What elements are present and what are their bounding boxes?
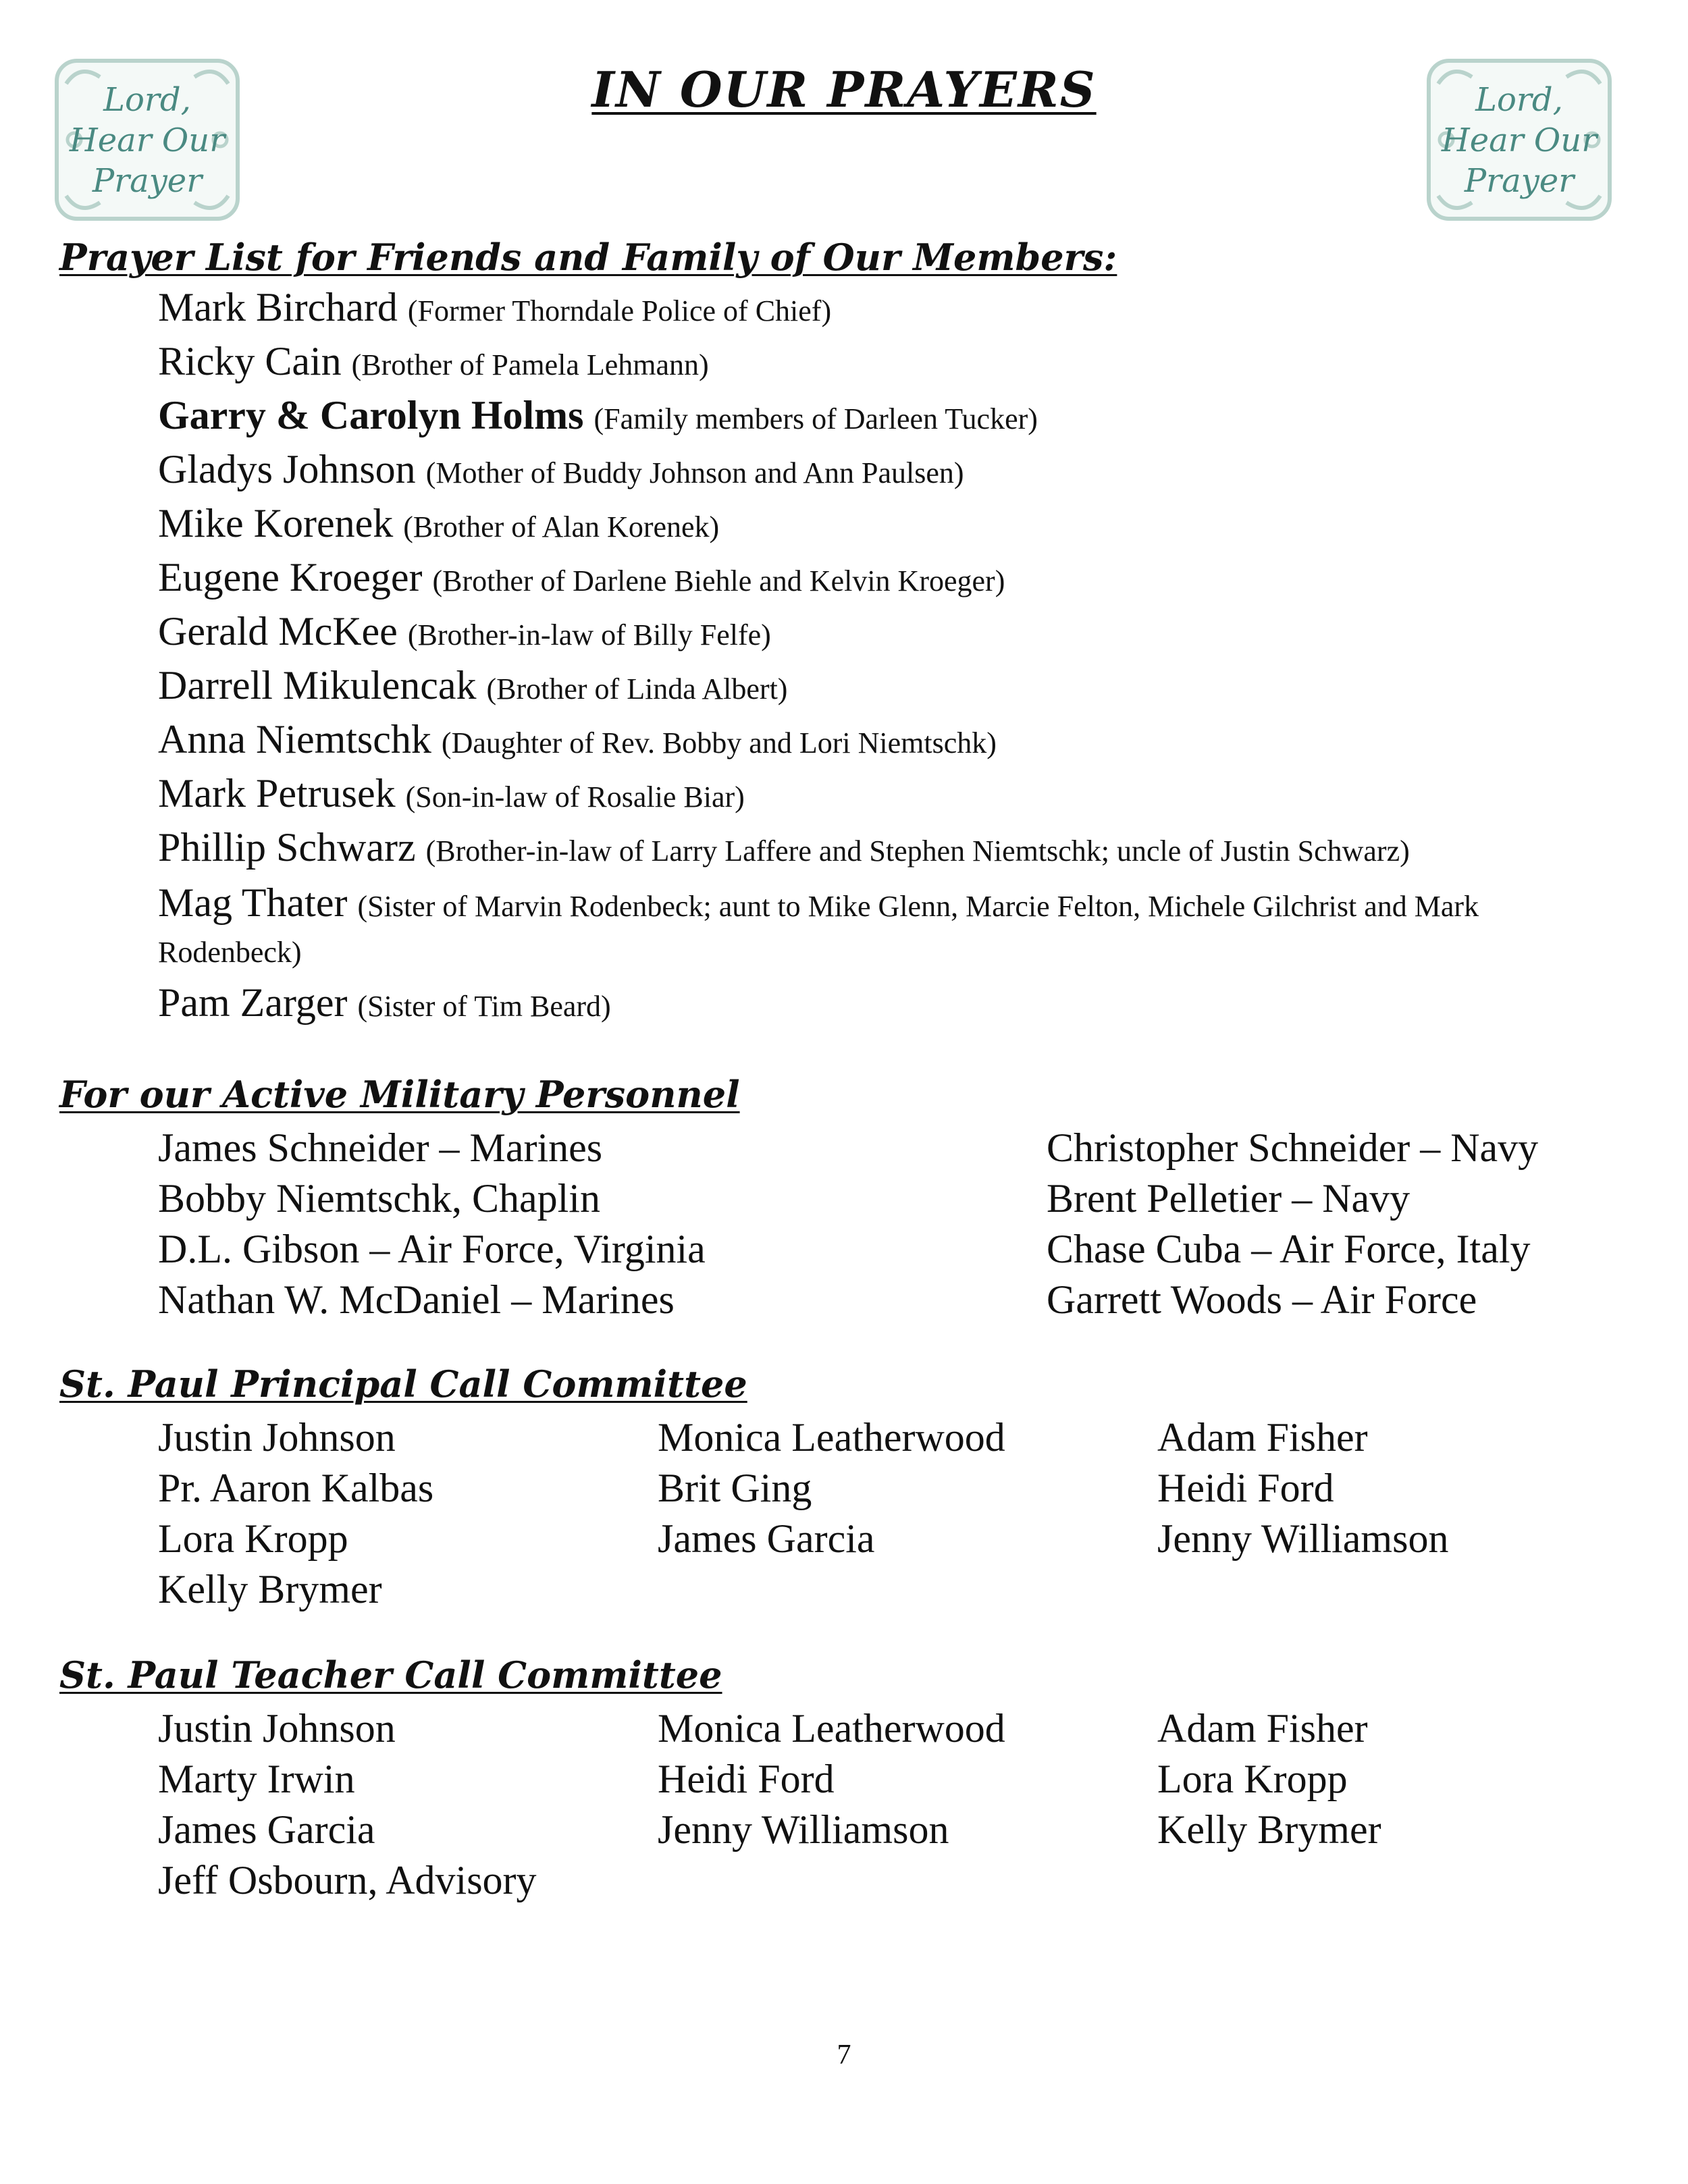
relation-note: (Mother of Buddy Johnson and Ann Paulsen) (425, 456, 964, 489)
list-item: James Garcia (658, 1516, 875, 1561)
relation-note: (Sister of Marvin Rodenbeck; aunt to Mike Glenn, Marcie Felton, Michele Gilchrist and Mark Rodenbeck) (158, 890, 1479, 969)
list-item: Justin Johnson (158, 1706, 396, 1751)
person-name: Mag Thater (158, 880, 348, 925)
relation-note: (Brother of Alan Korenek) (403, 510, 720, 543)
relation-note: (Brother of Darlene Biehle and Kelvin Kroeger) (432, 564, 1005, 597)
person-name: Mike Korenek (158, 501, 394, 545)
military-heading: For our Active Military Personnel (59, 1073, 740, 1116)
list-item: James Schneider – Marines (158, 1125, 603, 1170)
list-item: Chase Cuba – Air Force, Italy (1047, 1227, 1531, 1271)
list-item: Monica Leatherwood (658, 1415, 1005, 1460)
list-item (158, 768, 1562, 822)
prayer-list (158, 282, 1562, 1032)
principal-committee-column-3 (1157, 1412, 1448, 1564)
list-item: Bobby Niemtschk, Chaplin (158, 1176, 600, 1221)
principal-committee-column-1 (158, 1412, 433, 1615)
svg-text:Hear Our: Hear Our (1441, 122, 1598, 159)
person-name: Darrell Mikulencak (158, 663, 477, 708)
list-item (158, 978, 1562, 1032)
list-item: Lora Kropp (1157, 1757, 1348, 1801)
list-item (158, 552, 1562, 606)
prayer-logo-graphic (1425, 57, 1614, 223)
list-item: James Garcia (158, 1807, 375, 1852)
page-title: IN OUR PRAYERS (591, 61, 1097, 118)
person-name: Gerald McKee (158, 609, 398, 654)
relation-note: (Family members of Darleen Tucker) (594, 402, 1038, 435)
list-item: Adam Fisher (1157, 1415, 1368, 1460)
list-item: Brent Pelletier – Navy (1047, 1176, 1410, 1221)
list-item: Kelly Brymer (1157, 1807, 1381, 1852)
list-item: Marty Irwin (158, 1757, 355, 1801)
relation-note: (Brother of Pamela Lehmann) (351, 348, 709, 381)
list-item (158, 498, 1562, 552)
list-item (158, 876, 1562, 978)
list-item: Monica Leatherwood (658, 1706, 1005, 1751)
teacher-committee-column-1 (158, 1703, 537, 1906)
list-item (158, 444, 1562, 498)
person-name: Mark Petrusek (158, 771, 396, 816)
list-item: Jenny Williamson (1157, 1516, 1449, 1561)
list-item: Brit Ging (658, 1466, 812, 1510)
relation-note: (Brother-in-law of Billy Felfe) (407, 618, 771, 651)
list-item: Jeff Osbourn, Advisory (158, 1858, 537, 1902)
list-item: Nathan W. McDaniel – Marines (158, 1277, 675, 1322)
relation-note: (Brother-in-law of Larry Laffere and Stephen Niemtschk; uncle of Justin Schwarz) (425, 834, 1410, 868)
list-item (158, 822, 1562, 876)
list-item (158, 660, 1562, 714)
relation-note: (Former Thorndale Police of Chief) (407, 294, 832, 327)
person-name: Mark Birchard (158, 285, 398, 329)
page-number: 7 (837, 2040, 851, 2071)
list-item (158, 714, 1562, 768)
list-item: Lora Kropp (158, 1516, 348, 1561)
svg-text:Prayer: Prayer (92, 162, 203, 200)
person-name: Phillip Schwarz (158, 825, 416, 870)
relation-note: (Brother of Linda Albert) (486, 672, 788, 705)
principal-committee-heading: St. Paul Principal Call Committee (59, 1362, 747, 1406)
person-name: Pam Zarger (158, 980, 348, 1025)
principal-committee-column-2 (658, 1412, 1005, 1564)
teacher-committee-column-2 (658, 1703, 1005, 1855)
person-name: Eugene Kroeger (158, 555, 423, 600)
list-item (158, 282, 1562, 336)
military-right-column (1047, 1123, 1538, 1325)
person-name: Anna Niemtschk (158, 717, 431, 762)
person-name: Ricky Cain (158, 339, 342, 383)
list-item: Adam Fisher (1157, 1706, 1368, 1751)
teacher-committee-heading: St. Paul Teacher Call Committee (59, 1653, 722, 1697)
svg-text:Lord,: Lord, (1475, 81, 1563, 119)
list-item: Heidi Ford (658, 1757, 835, 1801)
svg-text:Prayer: Prayer (1464, 162, 1575, 200)
list-item: Justin Johnson (158, 1415, 396, 1460)
relation-note: (Son-in-law of Rosalie Biar) (405, 780, 745, 814)
svg-text:Lord,: Lord, (103, 81, 191, 119)
list-item: Pr. Aaron Kalbas (158, 1466, 434, 1510)
person-name: Garry & Carolyn Holms (158, 393, 584, 437)
list-item: Christopher Schneider – Navy (1047, 1125, 1539, 1170)
relation-note: (Daughter of Rev. Bobby and Lori Niemtschk) (441, 726, 997, 760)
prayer-list-heading: Prayer List for Friends and Family of Our Members: (59, 236, 1117, 279)
teacher-committee-column-3 (1157, 1703, 1381, 1855)
list-item (158, 390, 1562, 444)
list-item (158, 606, 1562, 660)
relation-note: (Sister of Tim Beard) (357, 990, 611, 1023)
list-item: Heidi Ford (1157, 1466, 1334, 1510)
list-item (158, 336, 1562, 390)
list-item: Garrett Woods – Air Force (1047, 1277, 1477, 1322)
person-name: Gladys Johnson (158, 447, 416, 491)
list-item: D.L. Gibson – Air Force, Virginia (158, 1227, 706, 1271)
military-left-column (158, 1123, 706, 1325)
list-item: Jenny Williamson (658, 1807, 949, 1852)
lord-hear-our-prayer-logo-right (1425, 57, 1614, 223)
list-item: Kelly Brymer (158, 1567, 382, 1612)
svg-text:Hear Our: Hear Our (69, 122, 226, 159)
